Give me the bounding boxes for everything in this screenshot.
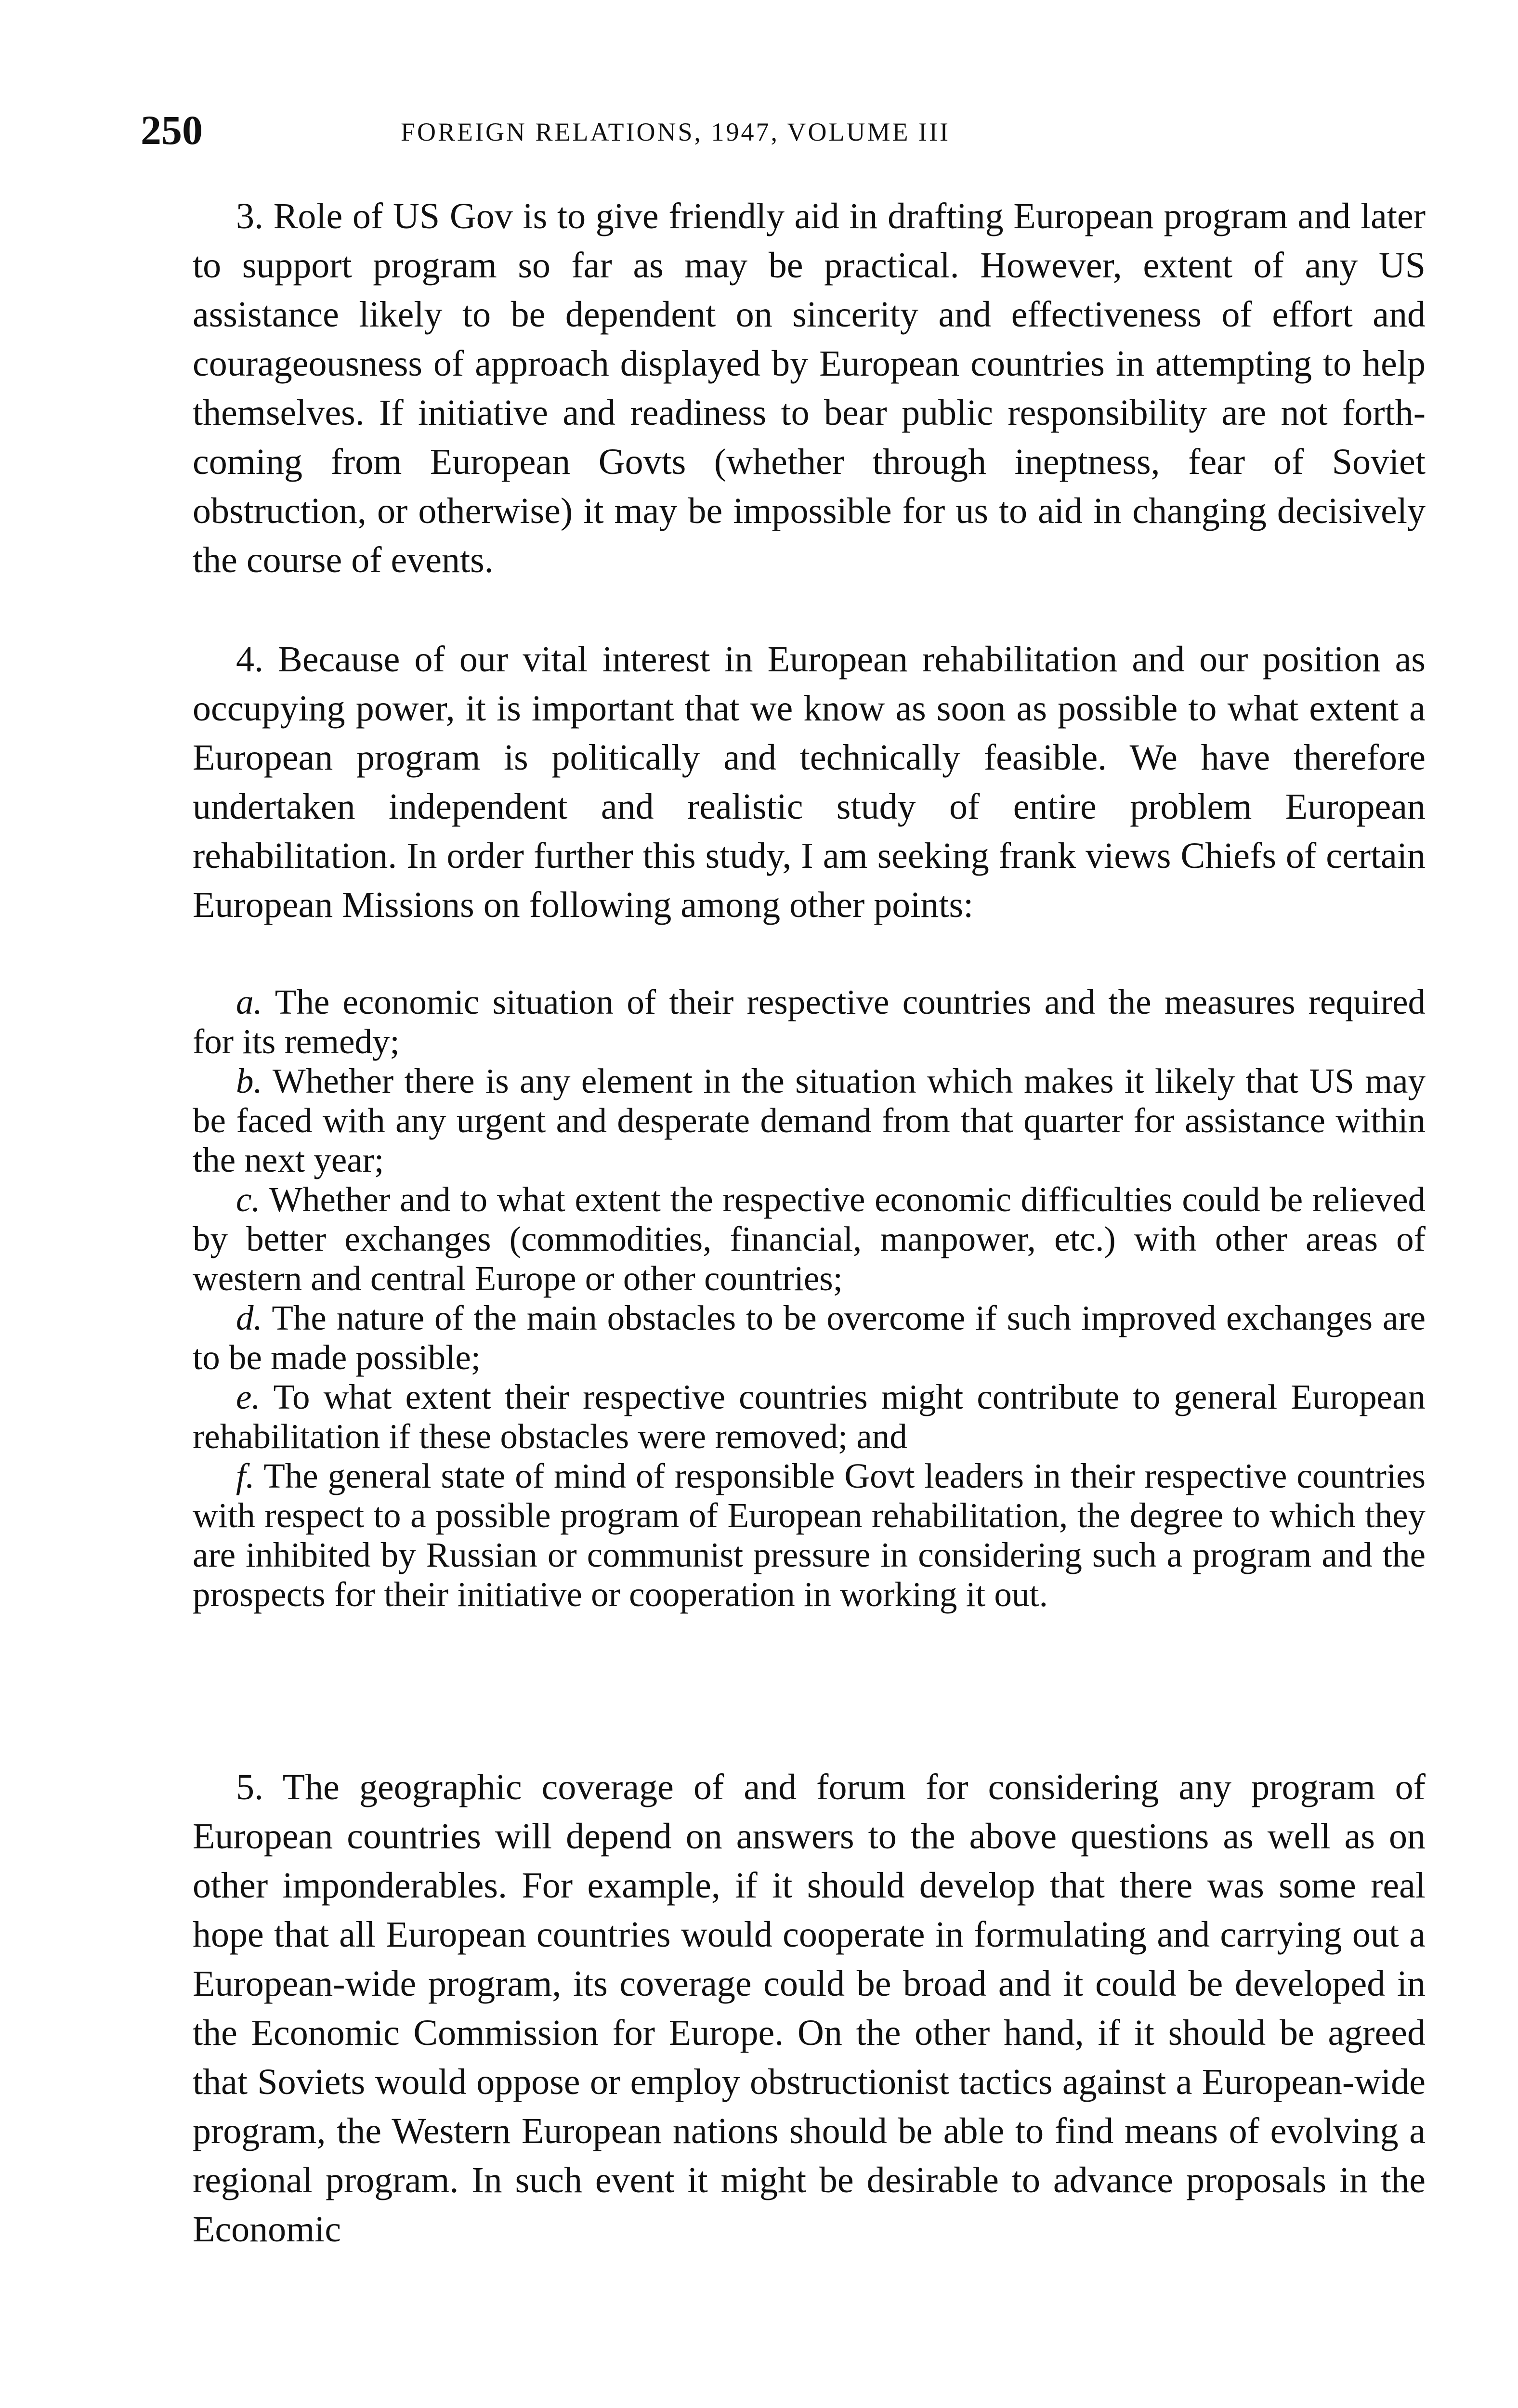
page-header bbox=[141, 104, 1431, 161]
paragraph-3 bbox=[193, 192, 1426, 585]
points-list bbox=[193, 982, 1426, 1614]
item-letter: e. bbox=[236, 1377, 261, 1416]
list-item bbox=[193, 1456, 1426, 1614]
page-number: 250 bbox=[141, 107, 203, 153]
list-item bbox=[193, 1298, 1426, 1377]
item-letter: f. bbox=[236, 1456, 255, 1495]
item-text: The general state of mind of responsible Govt leaders in their respective countries with respect to a possible program of European rehabilitation, the degree to which they are inhibited by Russian or communist pressure in considering such a program and the prospects for their initiative or cooperation in working it out. bbox=[193, 1456, 1426, 1614]
item-text: To what extent their respective countries might contribute to general European rehabilitation if these obstacles were removed; and bbox=[193, 1377, 1426, 1456]
paragraph-text: 5. The geographic coverage of and forum for considering any program of European countries will depend on answers to the above questions as well as on other imponderables. For example, if it should develop that there was some real hope that all European countries would cooperate in formulating and carrying out a European-wide program, its coverage could be broad and it could be developed in the Economic Commission for Europe. On the other hand, if it should be agreed that Soviets would oppose or employ obstructionist tactics against a European-wide program, the Western European nations should be able to find means of evolving a regional program. In such event it might be desirable to advance proposals in the Economic bbox=[193, 1767, 1426, 2250]
paragraph-text: 4. Because of our vital interest in European rehabilitation and our position as occupying power, it is important that we know as soon as possible to what extent a European program is politically and technically feasible. We have therefore undertaken independent and realistic study of entire problem European rehabilitation. In order further this study, I am seeking frank views Chiefs of certain European Missions on following among other points: bbox=[193, 639, 1426, 925]
item-text: The nature of the main obstacles to be overcome if such improved exchanges are to be made possible; bbox=[193, 1298, 1426, 1377]
item-text: The economic situation of their respective countries and the measures required for its remedy; bbox=[193, 982, 1426, 1061]
list-item bbox=[193, 1180, 1426, 1298]
item-letter: d. bbox=[236, 1298, 262, 1337]
paragraph-5 bbox=[193, 1763, 1426, 2254]
list-item bbox=[193, 1377, 1426, 1456]
item-text: Whether there is any element in the situation which makes it likely that US may be faced with any urgent and desperate demand from that quarter for assistance within the next year; bbox=[193, 1061, 1426, 1179]
paragraph-4 bbox=[193, 635, 1426, 929]
item-letter: b. bbox=[236, 1061, 262, 1100]
paragraph-text: 3. Role of US Gov is to give friendly aid in drafting European program and later to support program so far as may be practical. However, extent of any US assistance likely to be dependent on sincerity and effectiveness of effort and courageousness of approach displayed by European countries in attempting to help themselves. If initiative and readiness to bear public responsibility are not forthcoming from European Govts (whether through ineptness, fear of Soviet obstruction, or otherwise) it may be impossible for us to aid in changing decisively the course of events. bbox=[193, 196, 1426, 580]
list-item bbox=[193, 982, 1426, 1061]
item-letter: a. bbox=[236, 982, 262, 1021]
running-head: FOREIGN RELATIONS, 1947, VOLUME III bbox=[401, 118, 950, 146]
list-item bbox=[193, 1061, 1426, 1180]
item-text: Whether and to what extent the respective economic difficulties could be relieved by better exchanges (commodities, financial, manpower, etc.) with other areas of western and central Europe or other countries; bbox=[193, 1180, 1426, 1298]
item-letter: c. bbox=[236, 1180, 261, 1219]
